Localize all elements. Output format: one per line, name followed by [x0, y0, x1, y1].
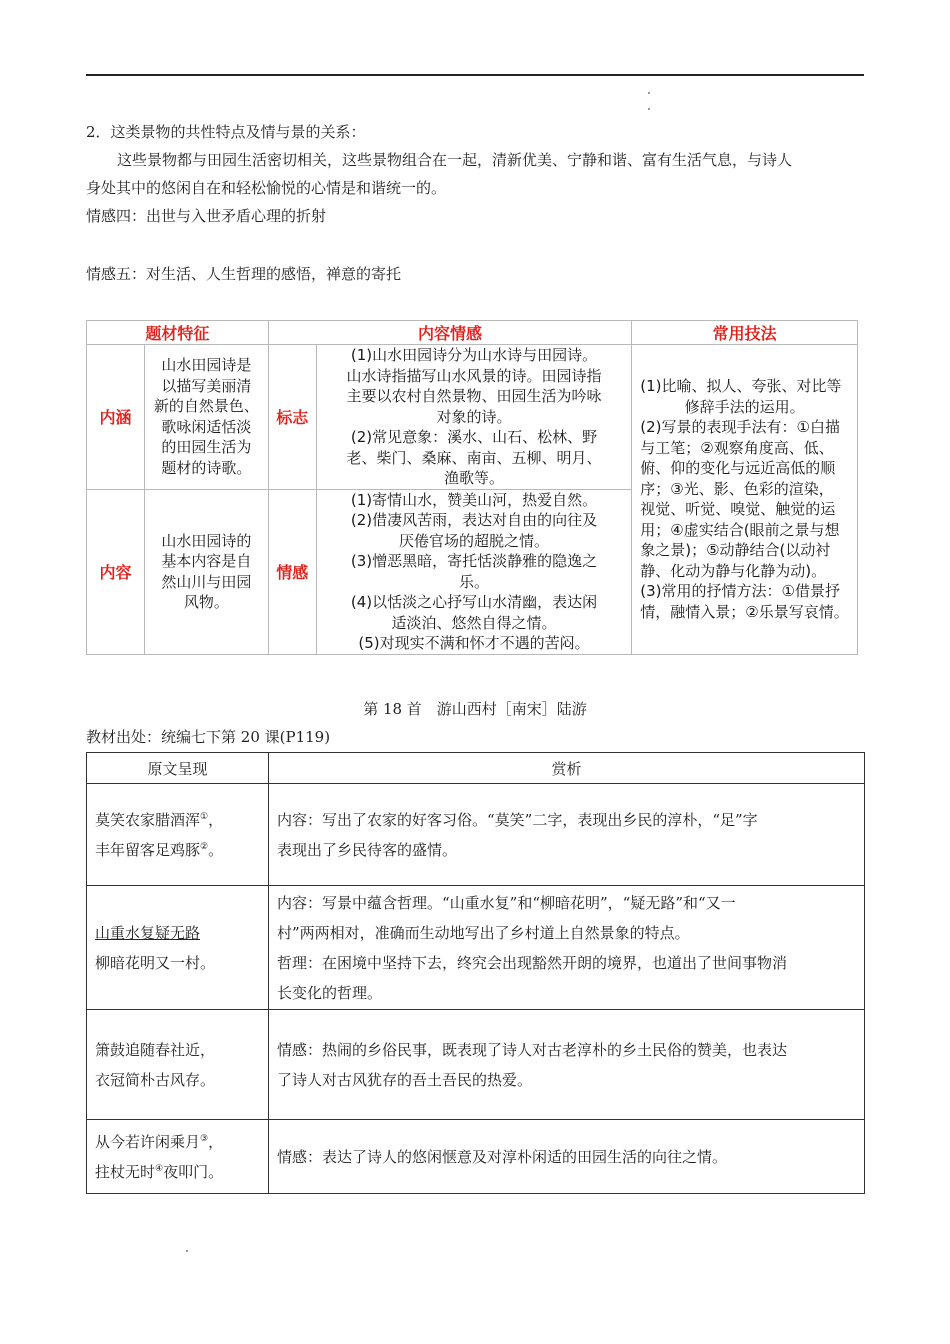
header-cell: 题材特征 — [87, 321, 269, 345]
row-label: 内涵 — [87, 345, 145, 490]
theme-table — [86, 320, 858, 655]
row-tag: 标志 — [268, 345, 316, 490]
section-heading: 2．这类景物的共性特点及情与景的关系： — [86, 123, 366, 141]
row-tag: 情感 — [268, 489, 316, 654]
poem-row — [87, 886, 865, 1010]
original-text: 莫笑农家腊酒浑①， 丰年留客足鸡豚②。 — [87, 784, 269, 886]
analysis-text: 情感：表达了诗人的悠闲惬意及对淳朴闲适的田园生活的向往之情。 — [269, 1120, 865, 1194]
poem-analysis-table — [86, 752, 865, 1194]
techniques-cell: (1)比喻、拟人、夸张、对比等 修辞手法的运用。 (2)写景的表现手法有：①白描 与工笔；②观察角度高、低、 俯、仰的变化与远近高低的顺 序；③光、影、色彩的渲染， 视觉、听觉、嗅觉、触觉的运 用；④虚实结合(眼前之景与想 象之景)；⑤动静结合(以动衬 静、化动为静与化静为动)。 (3)常用的抒情方法：①借景抒 情，融情入景；②乐景写哀情。 — [632, 345, 858, 655]
emotion-heading: 情感五：对生活、人生哲理的感悟，禅意的寄托 — [86, 265, 402, 283]
poem-table-header — [87, 753, 865, 784]
original-text: 箫鼓追随春社近， 衣冠简朴古风存。 — [87, 1010, 269, 1120]
row-label: 内容 — [87, 489, 145, 654]
header-cell: 常用技法 — [632, 321, 858, 345]
analysis-text: 内容：写景中蕴含哲理。“山重水复”和“柳暗花明”，“疑无路”和“又一 村”两两相对，准确而生动地写出了乡村道上自然景象的特点。 哲理：在困境中坚持下去，终究会出现豁然开朗的境界，也道出了世间事物消 长变化的哲理。 — [269, 886, 865, 1010]
analysis-text: 内容：写出了农家的好客习俗。“莫笑”二字，表现出乡民的淳朴，“足”字 表现出了乡民待客的盛情。 — [269, 784, 865, 886]
header-cell: 内容情感 — [268, 321, 631, 345]
original-text: 山重水复疑无路 柳暗花明又一村。 — [87, 886, 269, 1010]
poem-row — [87, 784, 865, 886]
row-content: (1)寄情山水，赞美山河，热爱自然。 (2)借凄风苦雨，表达对自由的向往及 厌倦官场的超脱之情。 (3)憎恶黑暗，寄托恬淡静雅的隐逸之 乐。 (4)以恬淡之心抒写山水清幽，表达闲 适淡泊、悠然自得之情。 (5)对现实不满和怀才不遇的苦闷。 — [316, 489, 632, 654]
paragraph-line: 这些景物都与田园生活密切相关，这些景物组合在一起，清新优美、宁静和谐、富有生活气息，与诗人 — [117, 151, 793, 169]
header-cell: 原文呈现 — [87, 753, 269, 784]
textbook-source: 教材出处：统编七下第 20 课(P119) — [86, 728, 331, 746]
poem-row — [87, 1010, 865, 1120]
poem-title: 第 18 首 游山西村［南宋］陆游 — [363, 700, 587, 718]
scan-dot — [648, 108, 650, 110]
scan-dot — [186, 1250, 188, 1252]
theme-table-row — [87, 345, 858, 490]
poem-row — [87, 1120, 865, 1194]
row-description: 山水田园诗的 基本内容是自 然山川与田园 风物。 — [144, 489, 268, 654]
scan-dot — [648, 92, 650, 94]
row-content: (1)山水田园诗分为山水诗与田园诗。 山水诗指描写山水风景的诗。田园诗指 主要以农村自然景物、田园生活为吟咏 对象的诗。 (2)常见意象：溪水、山石、松林、野 老、柴门、桑麻、南亩、五柳、明月、 渔歌等。 — [316, 345, 632, 490]
header-rule — [86, 74, 864, 76]
theme-table-header — [87, 321, 858, 345]
analysis-text: 情感：热闹的乡俗民事，既表现了诗人对古老淳朴的乡土民俗的赞美，也表达 了诗人对古风犹存的吾土吾民的热爱。 — [269, 1010, 865, 1120]
emotion-heading: 情感四：出世与入世矛盾心理的折射 — [86, 207, 327, 225]
row-description: 山水田园诗是 以描写美丽清 新的自然景色、 歌咏闲适恬淡 的田园生活为 题材的诗歌。 — [144, 345, 268, 490]
original-text: 从今若许闲乘月③， 拄杖无时④夜叩门。 — [87, 1120, 269, 1194]
paragraph-line: 身处其中的悠闲自在和轻松愉悦的心情是和谐统一的。 — [86, 179, 447, 197]
header-cell: 赏析 — [269, 753, 865, 784]
